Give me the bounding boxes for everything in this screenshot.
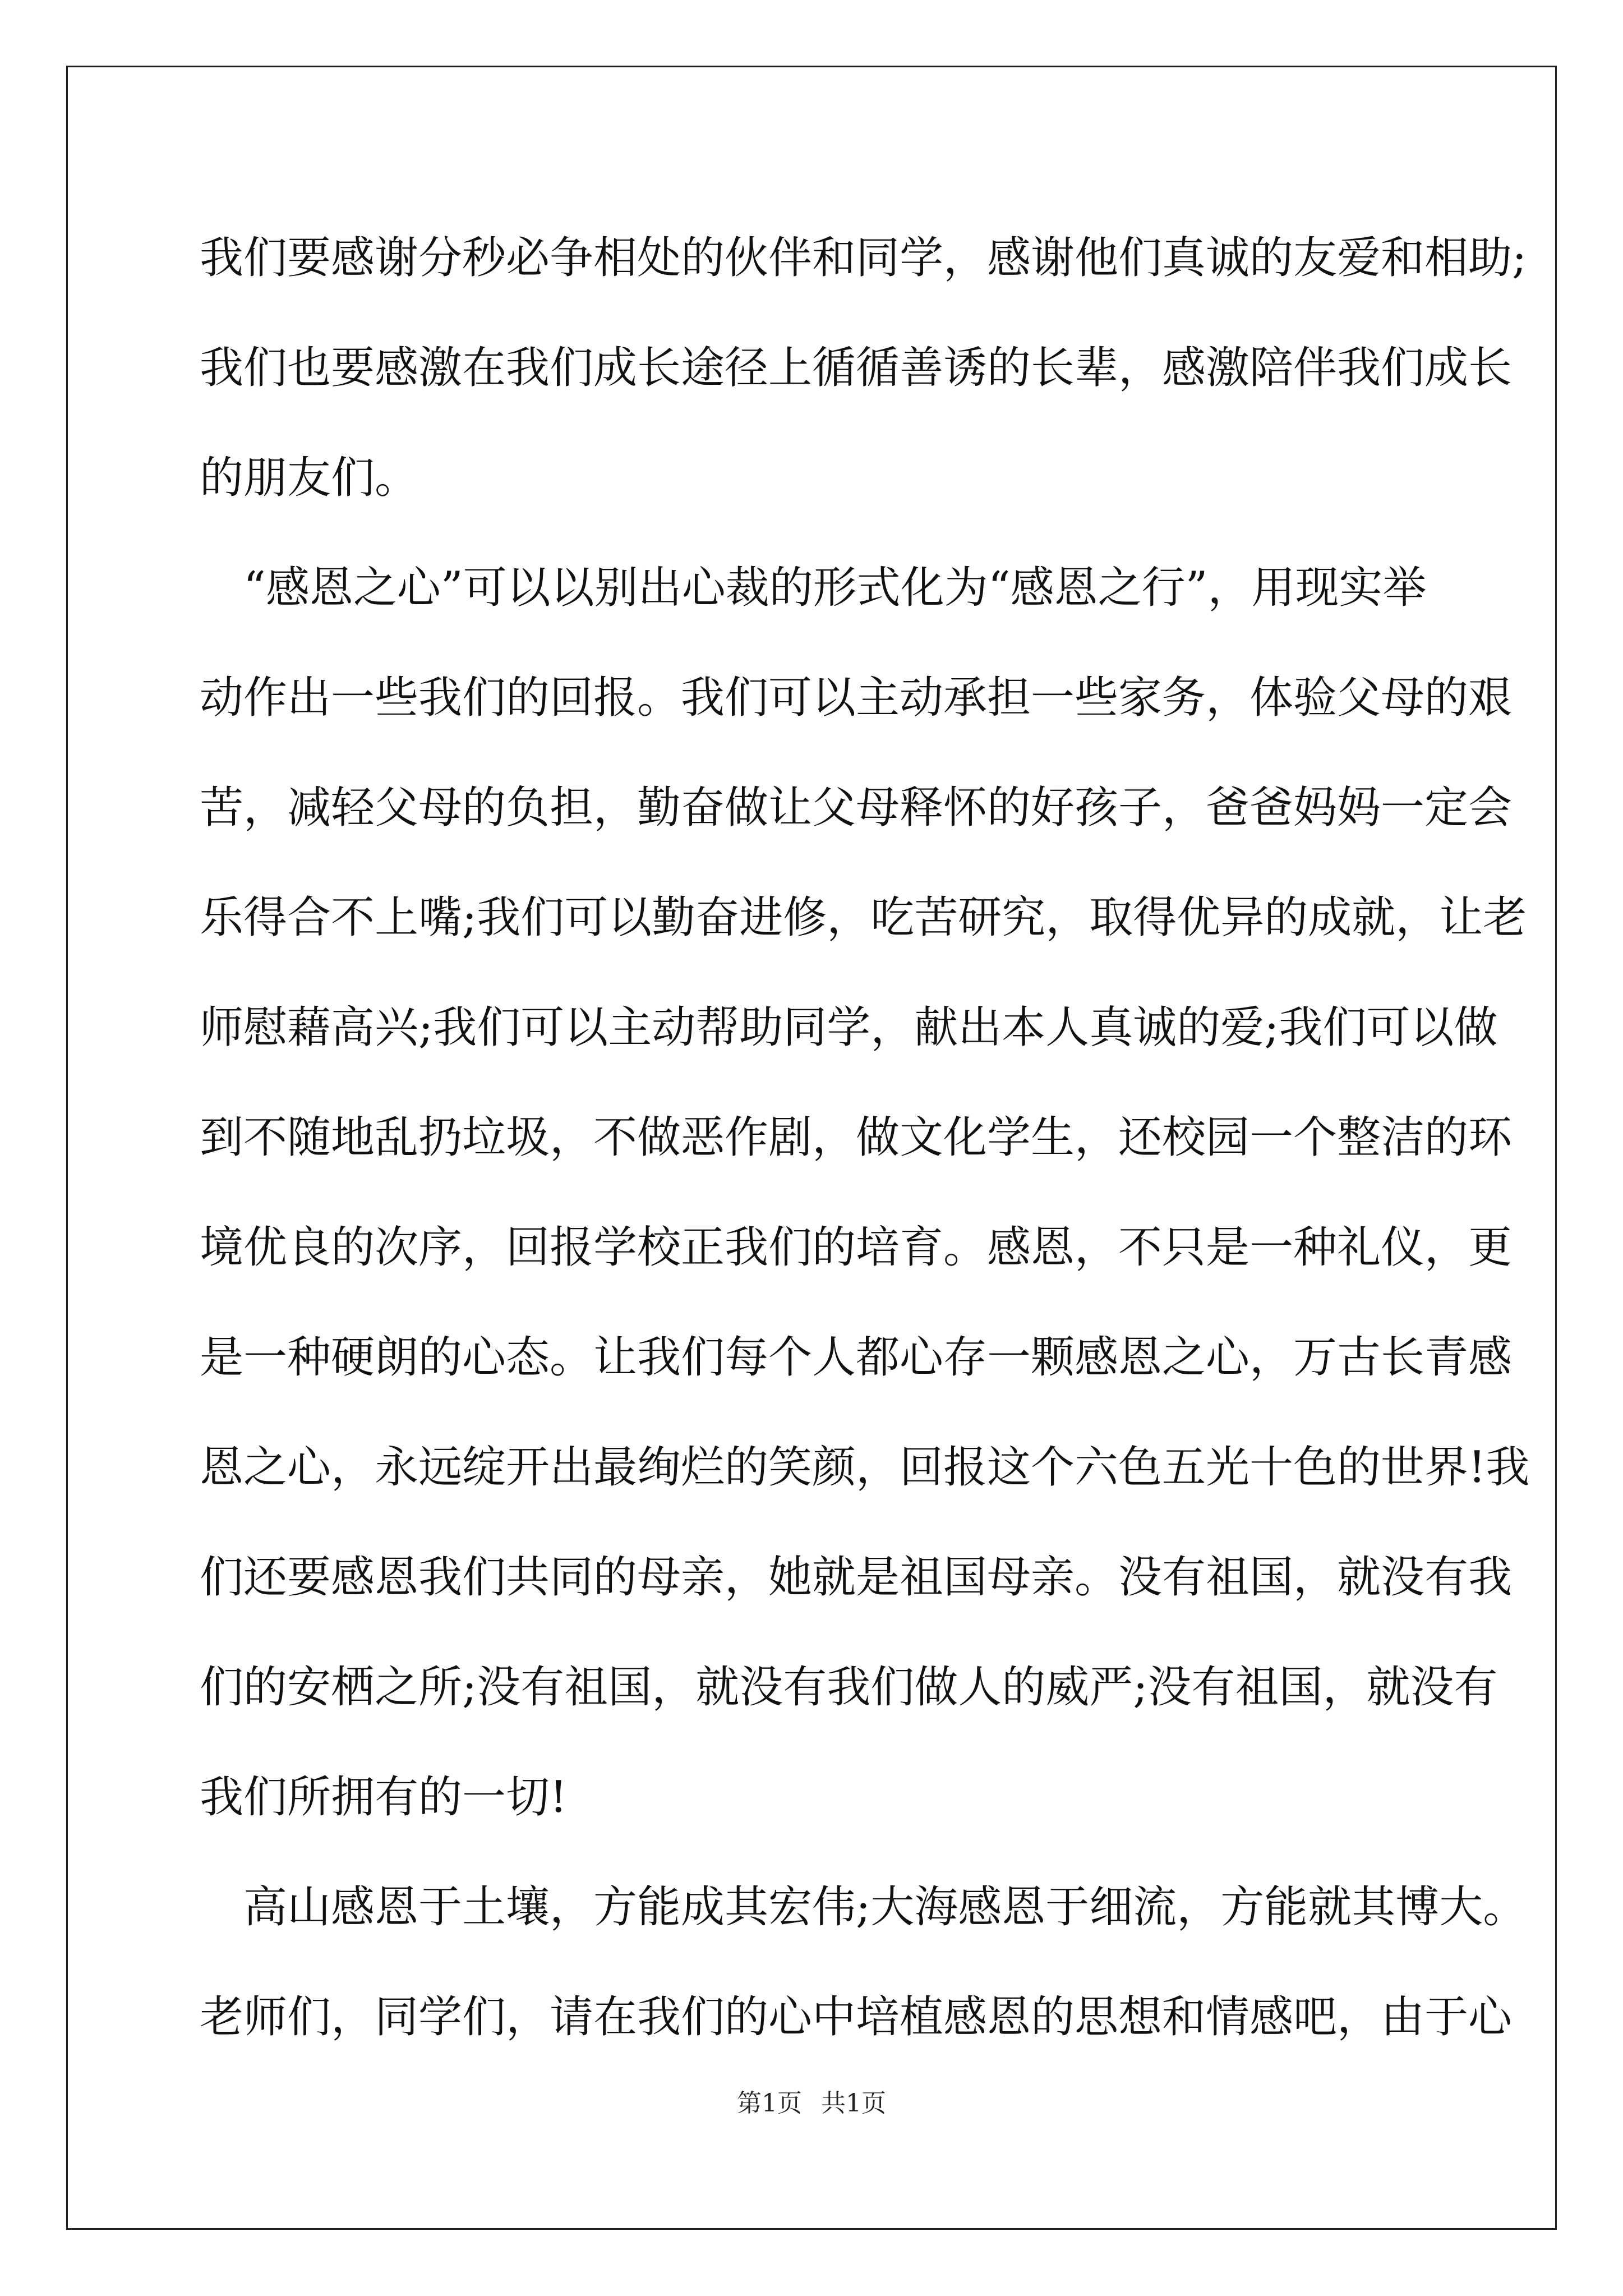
text-line: 是一种硬朗的心态。让我们每个人都心存一颗感恩之心，万古长青感 [200,1332,1513,1383]
text-line: 到不随地乱扔垃圾，不做恶作剧，做文化学生，还校园一个整洁的环 [200,1112,1513,1163]
text-line: 我们要感谢分秒必争相处的伙伴和同学，感谢他们真诚的友爱和相助; [200,233,1527,283]
text-line: 们还要感恩我们共同的母亲，她就是祖国母亲。没有祖国，就没有我 [200,1552,1513,1603]
text-line: 我们所拥有的一切! [200,1772,568,1823]
text-line: 境优良的次序，回报学校正我们的培育。感恩，不只是一种礼仪，更 [200,1222,1513,1273]
text-line: 师慰藉高兴;我们可以主动帮助同学，献出本人真诚的爱;我们可以做 [200,1002,1498,1053]
page-count: 共1页 [821,2089,886,2118]
page-footer [0,2087,1623,2120]
text-line: 恩之心，永远绽开出最绚烂的笑颜，回报这个六色五光十色的世界!我 [200,1442,1530,1493]
text-line: 乐得合不上嘴;我们可以勤奋进修，吃苦研究，取得优异的成就，让老 [200,892,1527,943]
text-line: 高山感恩于土壤，方能成其宏伟;大海感恩于细流，方能就其博大。 [200,1882,1527,1932]
page-number: 第1页 [737,2089,802,2118]
text-line: “感恩之心”可以以别出心裁的形式化为“感恩之行”，用现实举 [200,563,1427,613]
text-line: 的朋友们。 [200,453,419,503]
text-line: 动作出一些我们的回报。我们可以主动承担一些家务，体验父母的艰 [200,673,1513,723]
text-line: 我们也要感激在我们成长途径上循循善诱的长辈，感激陪伴我们成长 [200,343,1513,393]
text-line: 老师们，同学们，请在我们的心中培植感恩的思想和情感吧，由于心 [200,1992,1513,2042]
document-body [200,203,1530,2072]
text-line: 们的安栖之所;没有祖国，就没有我们做人的威严;没有祖国，就没有 [200,1662,1498,1713]
text-line: 苦，减轻父母的负担，勤奋做让父母释怀的好孩子，爸爸妈妈一定会 [200,783,1513,833]
